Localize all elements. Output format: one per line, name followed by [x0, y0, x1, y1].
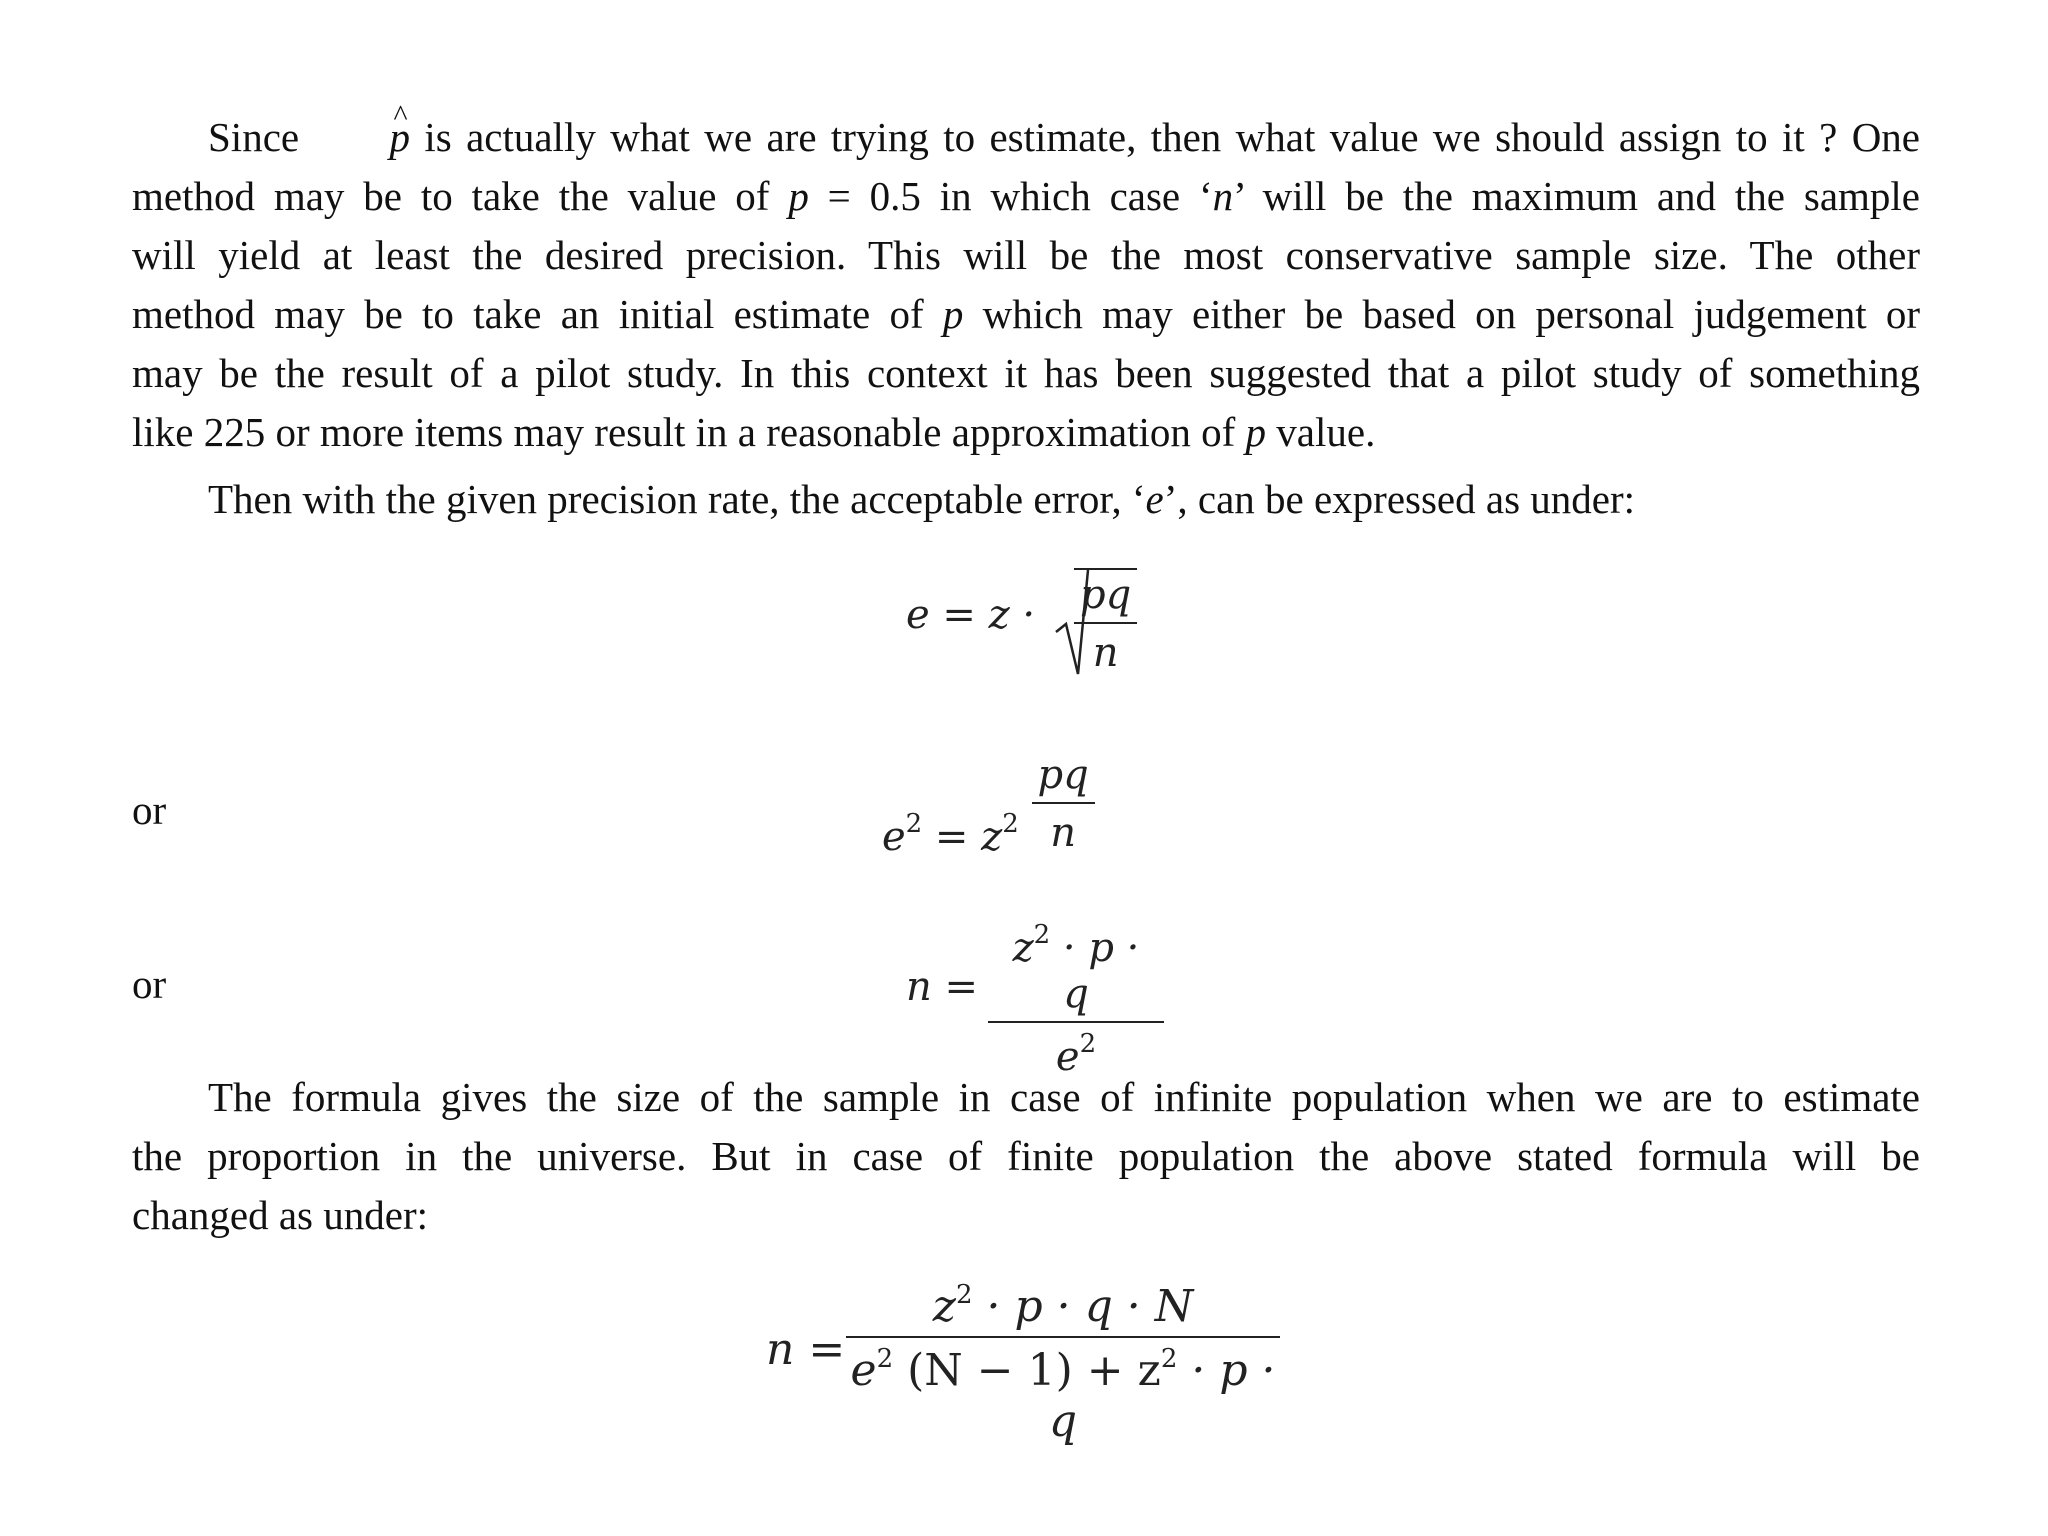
eq2-lhs: $e^2 = z^2$	[882, 809, 1019, 860]
or-label-1: or	[132, 787, 167, 833]
equation-sample-size-finite	[766, 1280, 1276, 1447]
para1-line-2: method may be to take the value of p = 0.5 in which case ‘n’ will be the maximum and the sample	[132, 173, 1920, 219]
para1-line-1: Since ^ p is actually what we are trying to estimate, then what value we should assign to it ? One	[132, 108, 1920, 167]
or-label-2: or	[132, 961, 167, 1007]
p-hat-symbol: ^ p	[313, 108, 410, 167]
para1-line-3: will yield at least the desired precision. This will be the most conservative sample size. The other	[132, 232, 1920, 278]
eq4-lhs: n =	[766, 1324, 846, 1375]
eq1-lhs: e = z ·	[906, 592, 1036, 638]
para3-line-3: changed as under:	[132, 1192, 428, 1238]
eq2-fraction: $\frac{pq}{n}$	[1032, 752, 1095, 856]
eq3-fraction: $\frac{z^2 \cdot p \cdot q}{e^2}$	[988, 920, 1164, 1080]
para3-line-2: the proportion in the universe. But in case of finite population the above stated formula will be	[132, 1133, 1920, 1179]
para3-line-1: The formula gives the size of the sample in case of infinite population when we are to estimate	[208, 1074, 1920, 1120]
paragraph-1	[132, 108, 1920, 462]
equation-error-squared	[882, 752, 1095, 860]
para1-line-6: like 225 or more items may result in a reasonable approximation of p value.	[132, 409, 1376, 455]
equation-error	[906, 562, 1132, 682]
equation-sample-size-infinite	[906, 920, 1140, 1080]
para1-line-4: method may be to take an initial estimate of p which may either be based on personal judgement or	[132, 291, 1920, 337]
eq1-fraction: $\frac{pq}{n}$	[1074, 568, 1137, 676]
para1-line-5: may be the result of a pilot study. In this context it has been suggested that a pilot study of something	[132, 350, 1920, 396]
paragraph-2: Then with the given precision rate, the acceptable error, ‘e’, can be expressed as under:	[208, 476, 1636, 522]
eq3-lhs: n =	[906, 964, 978, 1010]
eq4-fraction: $\frac{z^2 \cdot p \cdot q \cdot N}{e^2 (N - 1) + z^2 \cdot p \cdot q}$	[846, 1280, 1280, 1447]
paragraph-3	[132, 1068, 1920, 1245]
